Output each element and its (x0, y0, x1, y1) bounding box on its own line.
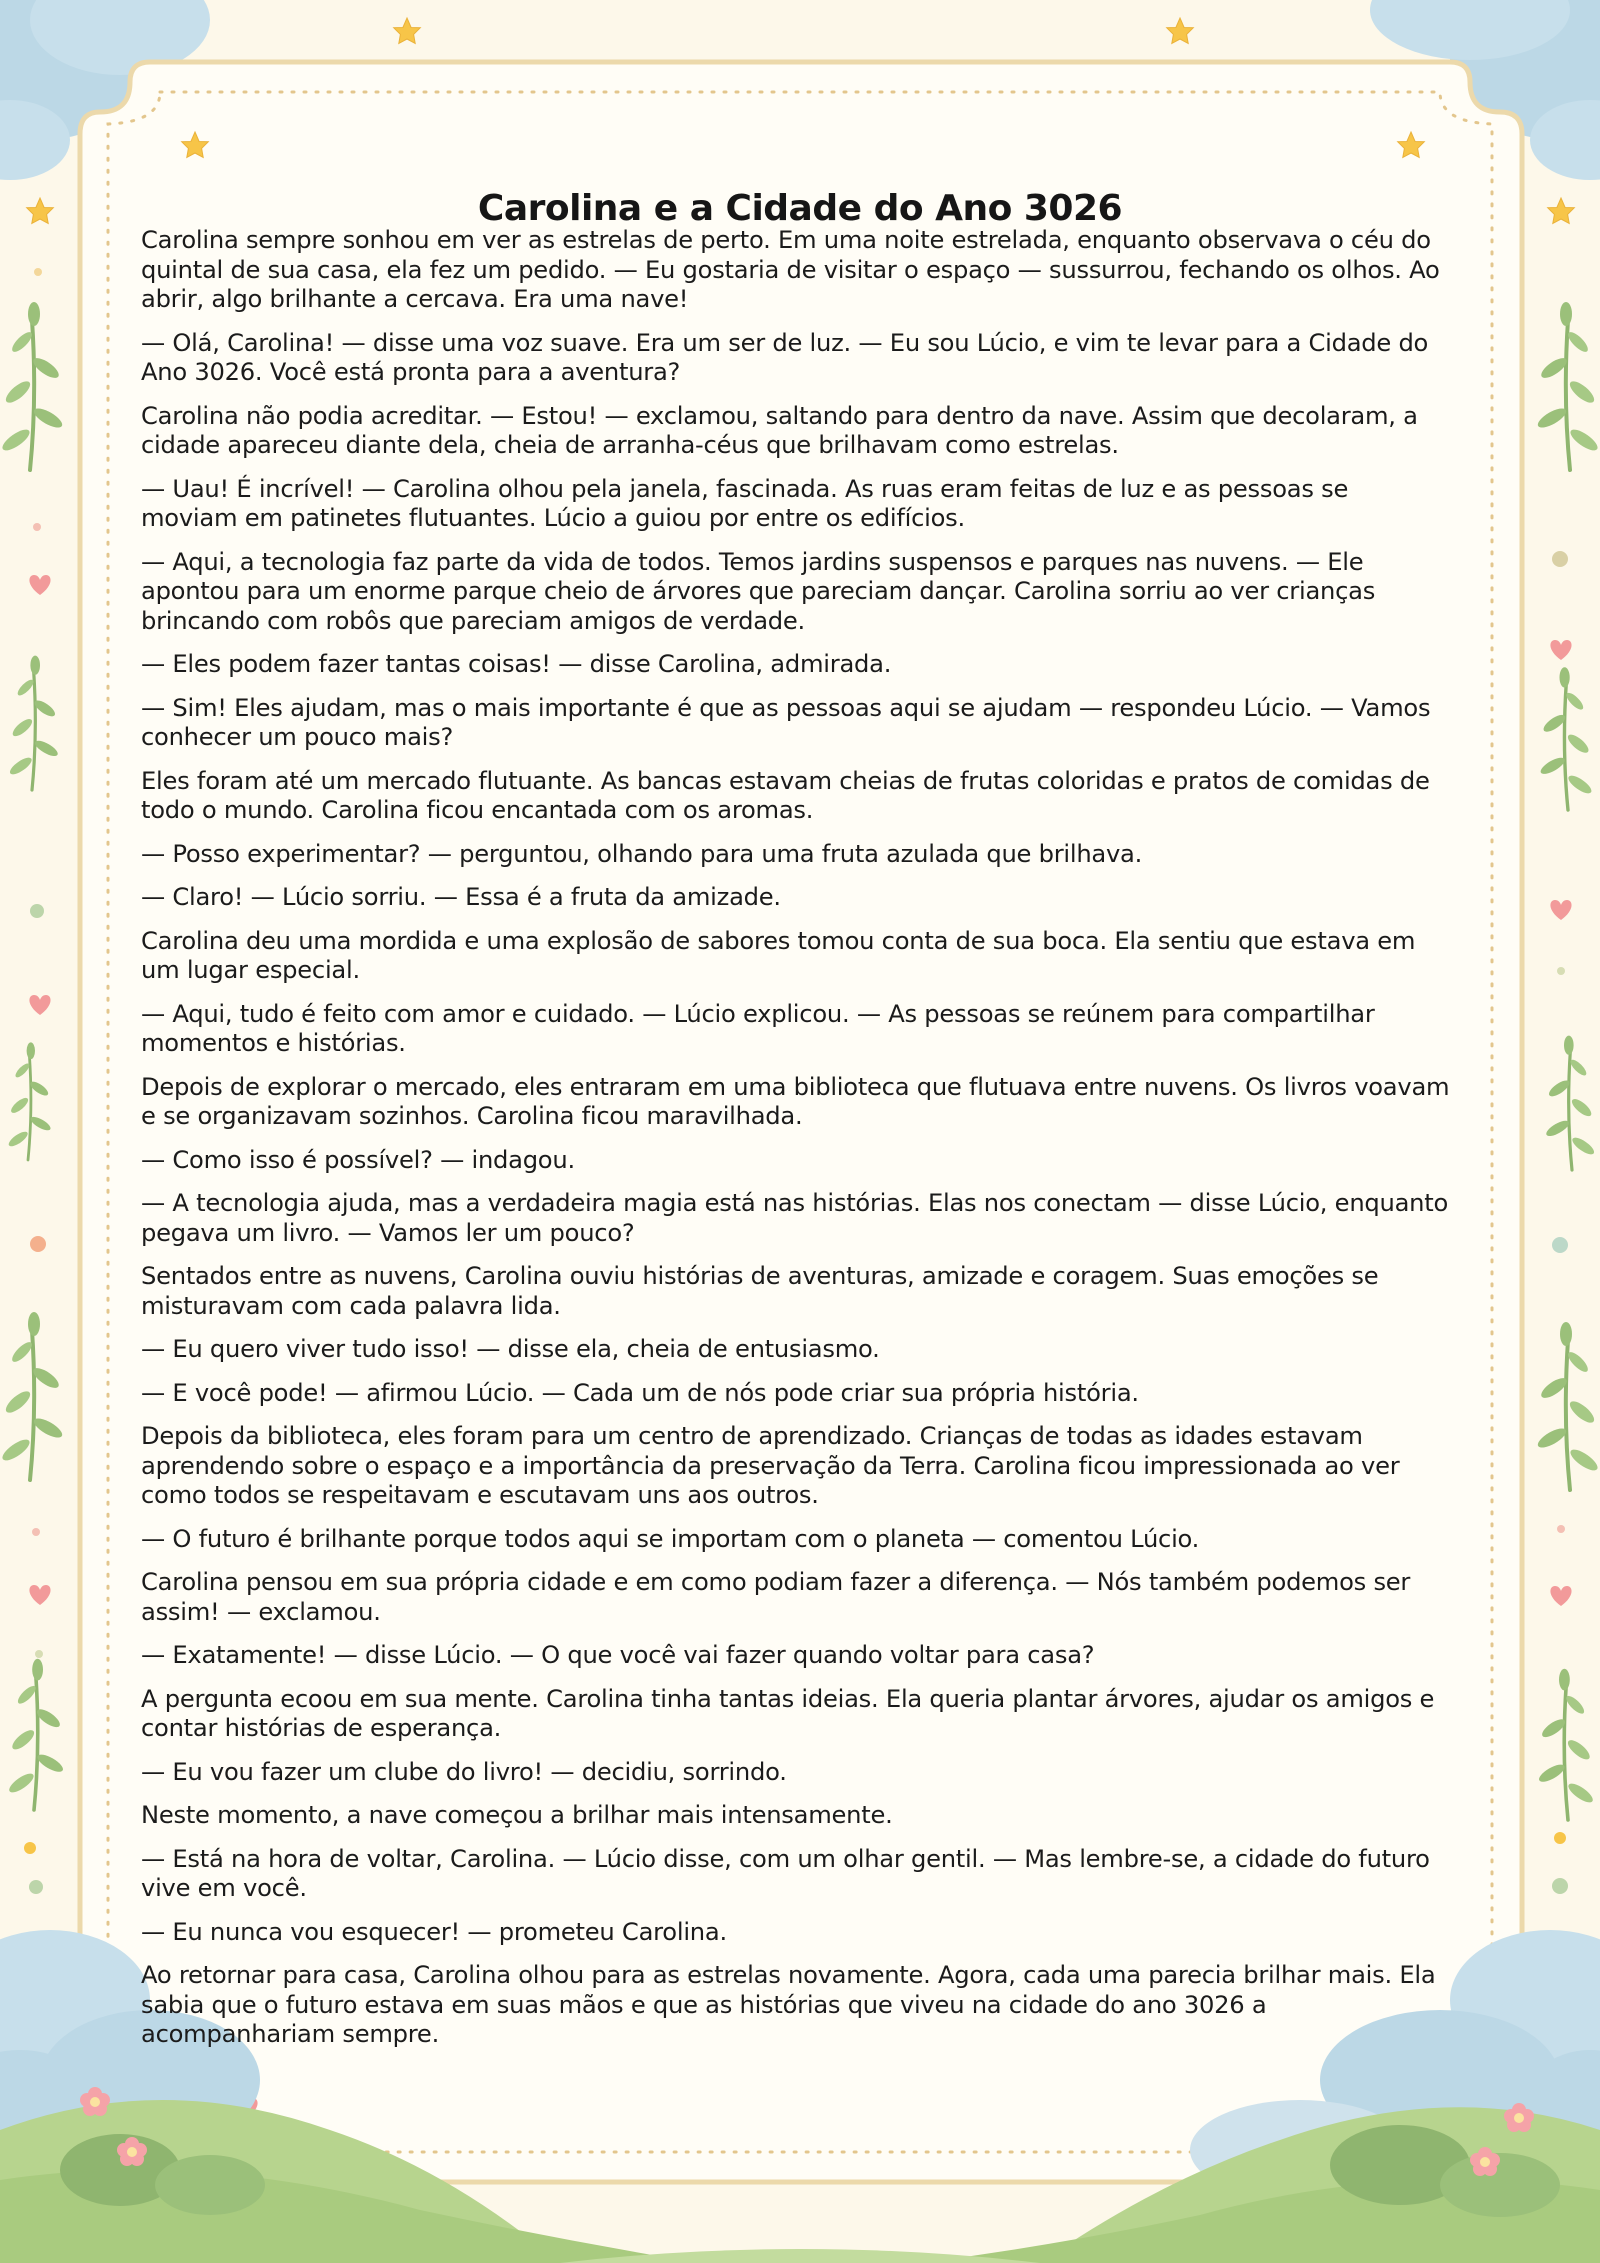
story-paragraph: — Está na hora de voltar, Carolina. — Lúcio disse, com um olhar gentil. — Mas lembre-se, a cidade do futuro vive em você. (141, 1844, 1430, 1902)
story-paragraph: Sentados entre as nuvens, Carolina ouviu histórias de aventuras, amizade e coragem. Suas emoções se misturavam com cada palavra lida. (141, 1262, 1379, 1320)
story-paragraph: — Sim! Eles ajudam, mas o mais importante é que as pessoas aqui se ajudam — respondeu Lúcio. — Vamos conhecer um pouco mais? (141, 693, 1431, 751)
story-paragraph: — Claro! — Lúcio sorriu. — Essa é a fruta da amizade. (141, 883, 781, 911)
story-paragraph: — Aqui, a tecnologia faz parte da vida de todos. Temos jardins suspensos e parques nas nuvens. — Ele apontou para um enorme parque cheio de árvores que pareciam dançar. Carolina sorriu ao ver crianças brincando com robôs que pareciam amigos de verdade. (141, 547, 1376, 635)
story-paragraph: Eles foram até um mercado flutuante. As bancas estavam cheias de frutas coloridas e pratos de comidas de todo o mundo. Carolina ficou encantada com os aromas. (141, 766, 1430, 824)
page-title: Carolina e a Cidade do Ano 3026 (477, 188, 1123, 229)
story-paragraph: — Olá, Carolina! — disse uma voz suave. Era um ser de luz. — Eu sou Lúcio, e vim te levar para a Cidade do Ano 3026. Você está pronta para a aventura? (141, 328, 1429, 386)
story-paragraph: — Eu nunca vou esquecer! — prometeu Carolina. (141, 1917, 727, 1946)
story-paragraph: — Eu quero viver tudo isso! — disse ela, cheia de entusiasmo. (141, 1335, 880, 1363)
story-paragraph: Carolina não podia acreditar. — Estou! — exclamou, saltando para dentro da nave. Assim que decolaram, a cidade apareceu diante dela, cheia de arranha-céus que brilhavam como estrelas. (141, 401, 1418, 459)
story-paragraph: Carolina sempre sonhou em ver as estrelas de perto. Em uma noite estrelada, enquanto observava o céu do quintal de sua casa, ela fez um pedido. — Eu gostaria de visitar o espaço — sussurrou, fechando os olhos. Ao abrir, algo brilhante a cercava. Era uma nave! (141, 226, 1440, 313)
story-paragraph: — Aqui, tudo é feito com amor e cuidado. — Lúcio explicou. — As pessoas se reúnem para compartilhar momentos e histórias. (141, 999, 1375, 1057)
story-paragraph: Carolina deu uma mordida e uma explosão de sabores tomou conta de sua boca. Ela sentiu que estava em um lugar especial. (141, 926, 1416, 984)
story-paragraph: Neste momento, a nave começou a brilhar mais intensamente. (141, 1801, 893, 1829)
story-paragraph: — Posso experimentar? — perguntou, olhando para uma fruta azulada que brilhava. (141, 839, 1143, 868)
story-paragraph: — E você pode! — afirmou Lúcio. — Cada um de nós pode criar sua própria história. (141, 1378, 1139, 1407)
story-paragraph: — Exatamente! — disse Lúcio. — O que você vai fazer quando voltar para casa? (141, 1641, 1095, 1669)
story-paragraph: — A tecnologia ajuda, mas a verdadeira magia está nas histórias. Elas nos conectam — disse Lúcio, enquanto pegava um livro. — Vamos ler um pouco? (141, 1189, 1449, 1247)
story-paragraph: Depois de explorar o mercado, eles entraram em uma biblioteca que flutuava entre nuvens. Os livros voavam e se organizavam sozinhos. Carolina ficou maravilhada. (141, 1072, 1450, 1130)
story-paragraph: — Como isso é possível? — indagou. (141, 1145, 575, 1174)
story-paragraph: A pergunta ecoou em sua mente. Carolina tinha tantas ideias. Ela queria plantar árvores, ajudar os amigos e contar histórias de esperança. (141, 1684, 1435, 1742)
story-paragraph: Ao retornar para casa, Carolina olhou para as estrelas novamente. Agora, cada uma parecia brilhar mais. Ela sabia que o futuro estava em suas mãos e que as histórias que viveu na cidade do ano 3026 a acompanhariam sempre. (141, 1961, 1436, 2048)
story-paragraph: Carolina pensou em sua própria cidade e em como podiam fazer a diferença. — Nós também podemos ser assim! — exclamou. (141, 1568, 1411, 1626)
story-paragraph: Depois da biblioteca, eles foram para um centro de aprendizado. Crianças de todas as idades estavam aprendendo sobre o espaço e a importância da preservação da Terra. Carolina ficou impressionada ao ver como todos se respeitavam e escutavam uns aos outros. (141, 1422, 1400, 1509)
story-paragraph: — Eles podem fazer tantas coisas! — disse Carolina, admirada. (141, 650, 892, 678)
story-paragraph: — O futuro é brilhante porque todos aqui se importam com o planeta — comentou Lúcio. (141, 1524, 1200, 1553)
story-paragraph: — Eu vou fazer um clube do livro! — decidiu, sorrindo. (141, 1757, 787, 1786)
story-paragraph: — Uau! É incrível! — Carolina olhou pela janela, fascinada. As ruas eram feitas de luz e as pessoas se moviam em patinetes flutuantes. Lúcio a guiou por entre os edifícios. (141, 474, 1349, 532)
story-text (141, 226, 1451, 2064)
